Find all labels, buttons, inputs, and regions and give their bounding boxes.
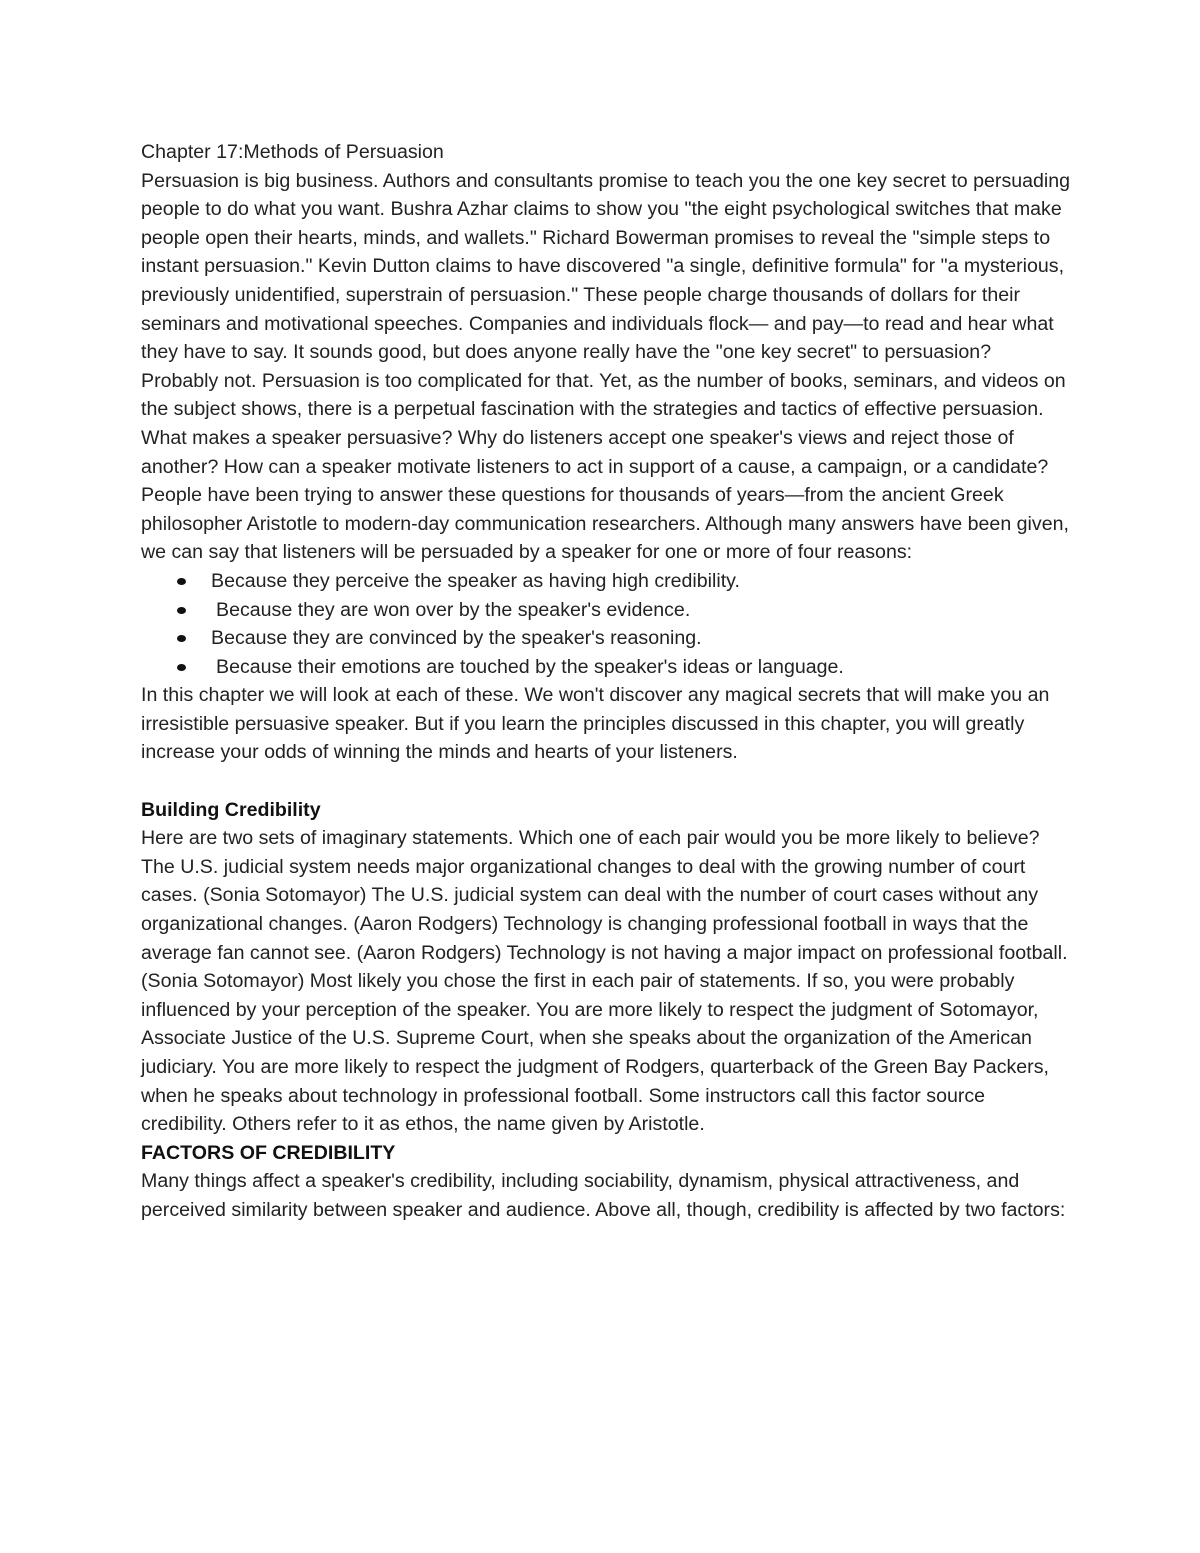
list-item-text: Because they perceive the speaker as having high credibility. — [211, 569, 740, 592]
list-item — [141, 653, 1071, 682]
reasons-list — [141, 567, 1071, 681]
subsection-heading: FACTORS OF CREDIBILITY — [141, 1141, 396, 1164]
closing-paragraph: In this chapter we will look at each of these. We won't discover any magical secrets that will make you an irresistible persuasive speaker. But if you learn the principles discussed in this chapter, you will greatly increase your odds of winning the minds and hearts of your listeners. — [141, 684, 1050, 764]
intro-paragraph: Persuasion is big business. Authors and consultants promise to teach you the one key secret to persuading people to do what you want. Bushra Azhar claims to show you "the eight psychological switches that make people open their hearts, minds, and wallets." Richard Bowerman promises to reveal the "simple steps to instant persuasion." Kevin Dutton claims to have discovered "a single, definitive formula" for "a mysterious, previously unidentified, superstrain of persuasion." These people charge thousands of dollars for their seminars and motivational speeches. Companies and individuals flock— and pay—to read and hear what they have to say. It sounds good, but does anyone really have the "one key secret" to persuasion? Probably not. Persuasion is too complicated for that. Yet, as the number of books, seminars, and videos on the subject shows, there is a perpetual fascination with the strategies and tactics of effective persuasion. What makes a speaker persuasive? Why do listeners accept one speaker's views and reject those of another? How can a speaker motivate listeners to act in support of a cause, a campaign, or a candidate? People have been trying to answer these questions for thousands of years—from the ancient Greek philosopher Aristotle to modern-day communication researchers. Although many answers have been given, we can say that listeners will be persuaded by a speaker for one or more of four reasons: — [141, 169, 1071, 564]
paragraph-spacer — [141, 767, 1071, 796]
bullet-icon — [177, 578, 186, 585]
bullet-icon — [177, 607, 186, 614]
bullet-icon — [177, 664, 186, 671]
list-item-text: Because they are convinced by the speaker's reasoning. — [211, 627, 702, 650]
chapter-title: Chapter 17:Methods of Persuasion — [141, 141, 444, 163]
list-item-text: Because their emotions are touched by the speaker's ideas or language. — [216, 655, 844, 678]
factors-paragraph: Many things affect a speaker's credibility, including sociability, dynamism, physical attractiveness, and perceived similarity between speaker and audience. Above all, though, credibility is affected by two factors: — [141, 1170, 1066, 1221]
list-item — [141, 624, 1071, 653]
document-body — [141, 138, 1071, 1225]
section-heading: Building Credibility — [141, 798, 321, 821]
list-item — [141, 567, 1071, 596]
list-item — [141, 596, 1071, 625]
credibility-paragraph: Here are two sets of imaginary statements. Which one of each pair would you be more likely to believe? The U.S. judicial system needs major organizational changes to deal with the growing number of court cases. (Sonia Sotomayor) The U.S. judicial system can deal with the number of court cases without any organizational changes. (Aaron Rodgers) Technology is changing professional football in ways that the average fan cannot see. (Aaron Rodgers) Technology is not having a major impact on professional football. (Sonia Sotomayor) Most likely you chose the first in each pair of statements. If so, you were probably influenced by your perception of the speaker. You are more likely to respect the judgment of Sotomayor, Associate Justice of the U.S. Supreme Court, when she speaks about the organization of the American judiciary. You are more likely to respect the judgment of Rodgers, quarterback of the Green Bay Packers, when he speaks about technology in professional football. Some instructors call this factor source credibility. Others refer to it as ethos, the name given by Aristotle. — [141, 827, 1068, 1136]
list-item-text: Because they are won over by the speaker's evidence. — [216, 598, 691, 621]
bullet-icon — [177, 635, 186, 642]
